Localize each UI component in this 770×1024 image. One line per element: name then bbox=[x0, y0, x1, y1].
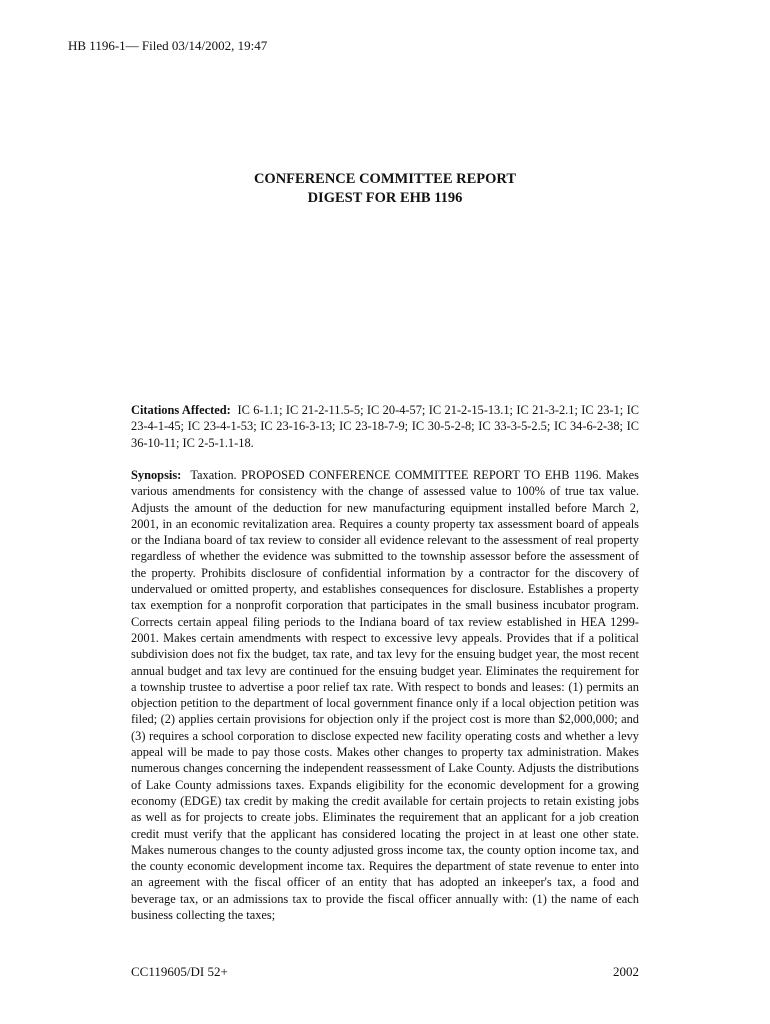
synopsis-section bbox=[131, 467, 639, 923]
footer-year: 2002 bbox=[613, 964, 639, 979]
footer-document-id: CC119605/DI 52+ bbox=[131, 964, 228, 979]
synopsis-label: Synopsis: bbox=[131, 468, 182, 482]
report-title bbox=[0, 170, 770, 208]
citations-text: IC 6-1.1; IC 21-2-11.5-5; IC 20-4-57; IC 21-2-15-13.1; IC 21-3-2.1; IC 23-1; IC 23-4-1-45; IC 23-4-1-53; IC 23-16-3-13; IC 23-18-7-9; IC 30-5-2-8; IC 33-3-5-2.5; IC 34-6-2-38; IC 36-10-11; IC 2-5-1.1-18. bbox=[131, 403, 640, 450]
citations-label: Citations Affected: bbox=[131, 403, 231, 417]
title-line-2: DIGEST FOR EHB 1196 bbox=[307, 190, 463, 206]
citations-section bbox=[131, 402, 639, 451]
title-line-1: CONFERENCE COMMITTEE REPORT bbox=[253, 171, 517, 187]
page-header: HB 1196-1— Filed 03/14/2002, 19:47 bbox=[68, 38, 268, 53]
synopsis-text: Taxation. PROPOSED CONFERENCE COMMITTEE REPORT TO EHB 1196. Makes various amendments for consistency with the change of assessed value to 100% of true tax value. Adjusts the amount of the deduction for new manufacturing equipment installed before March 2, 2001, in an economic revitalization area. Requires a county property tax assessment board of appeals or the Indiana board of tax review to consider all evidence relevant to the assessment of real property regardless of whether the evidence was submitted to the township assessor before the assessment of the property. Prohibits disclosure of confidential information by a contractor for the discovery of undervalued or omitted property, and establishes consequences for disclosure. Establishes a property tax exemption for a nonprofit corporation that participates in the small business incubator program. Corrects certain appeal filing periods to the Indiana board of tax review established in HEA 1299-2001. Makes certain amendments with respect to excessive levy appeals. Provides that if a political subdivision does not fix the budget, tax rate, and tax levy for the ensuing budget year, the most recent annual budget and tax levy are continued for the ensuing budget year. Eliminates the requirement for a township trustee to advertise a poor relief tax rate. With respect to bonds and leases: (1) permits an objection petition to the department of local government finance only if a local objection petition was filed; (2) applies certain provisions for objection only if the project cost is more than $2,000,000; and (3) requires a school corporation to disclose expected new facility operating costs and whether a levy appeal will be made to pay those costs. Makes other changes to property tax administration. Makes numerous changes concerning the independent reassessment of Lake County. Adjusts the distributions of Lake County admissions taxes. Expands eligibility for the economic development for a growing economy (EDGE) tax credit by making the credit available for certain projects to retain existing jobs as well as for projects to create jobs. Eliminates the requirement that an applicant for a job creation credit must verify that the applicant has considered locating the project in at least one other state. Makes numerous changes to the county adjusted gross income tax, the county option income tax, and the county economic development income tax. Requires the department of state revenue to enter into an agreement with the fiscal officer of an entity that has adopted an inkeeper's tax, a food and beverage tax, or an admissions tax to provide the fiscal officer annually with: (1) the name of each business collecting the taxes; bbox=[131, 468, 639, 923]
